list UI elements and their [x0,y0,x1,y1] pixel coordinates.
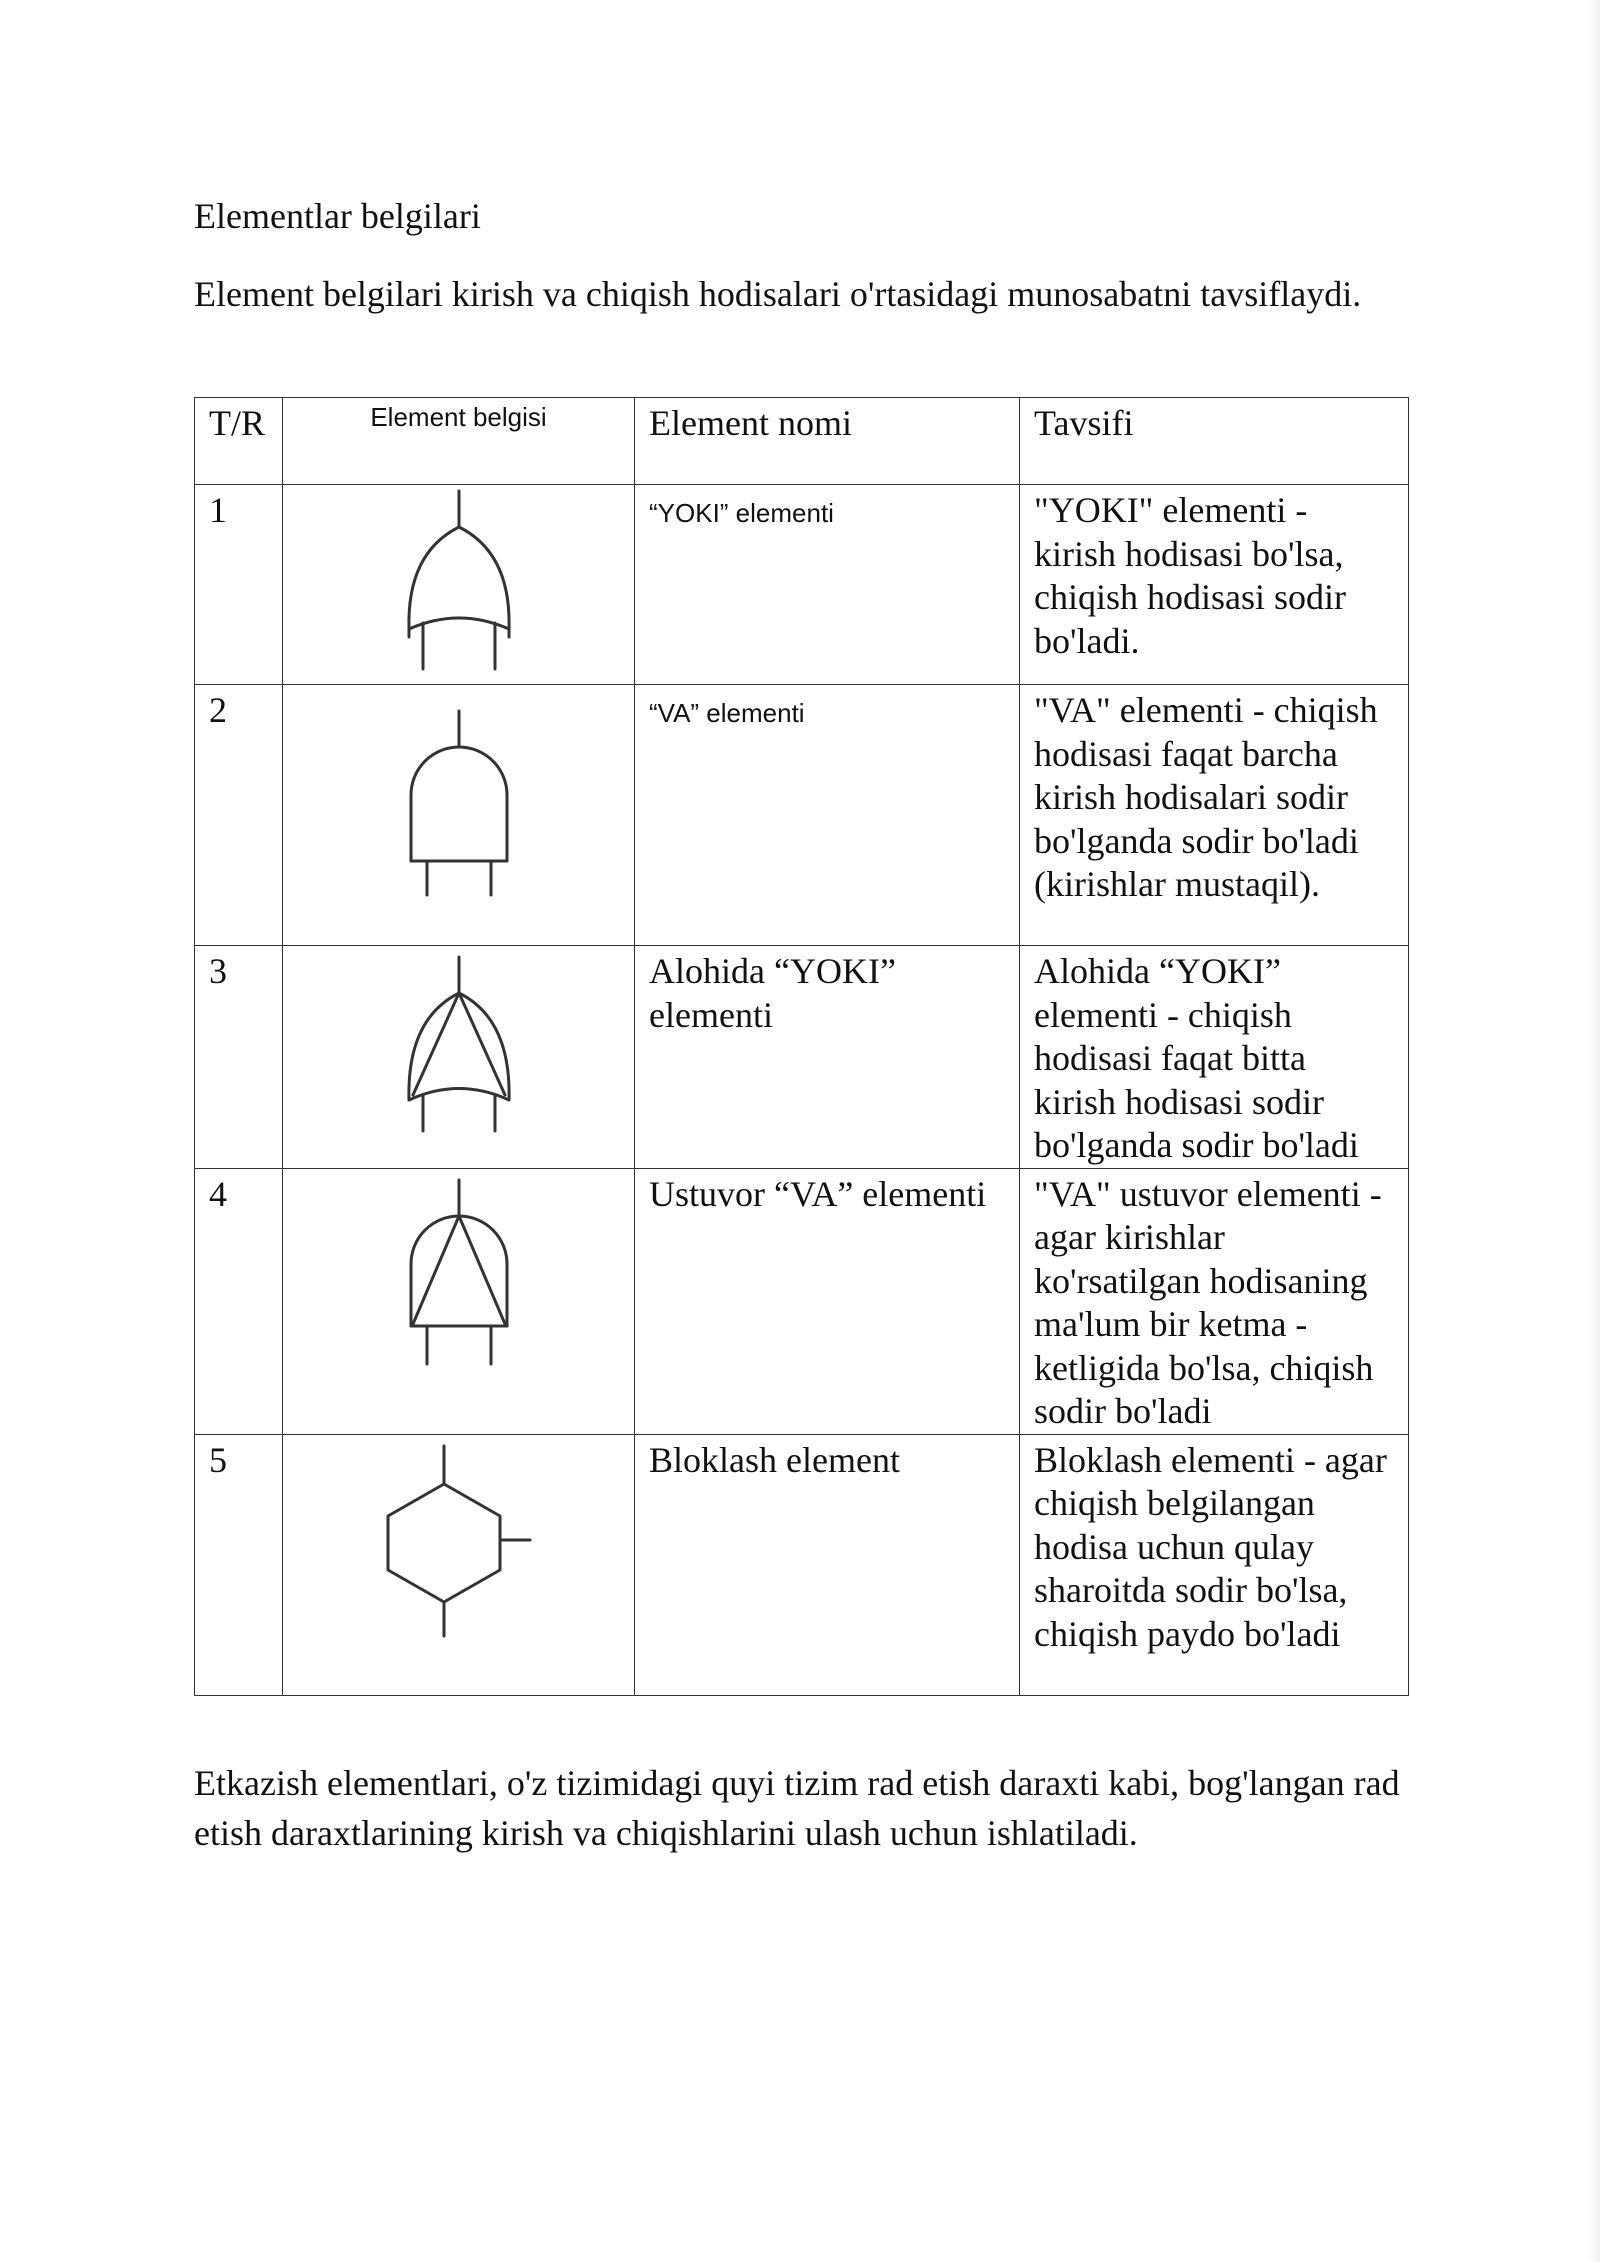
table-row [195,946,1409,1169]
row-symbol [283,485,635,685]
and-gate-icon [399,709,519,909]
row-symbol [283,1434,635,1695]
row-description: "YOKI" elementi - kirish hodisasi bo'lsa, chiqish hodisasi sodir bo'ladi. [1020,485,1409,685]
row-symbol [283,685,635,946]
priority-and-gate-icon [399,1178,519,1378]
row-name: “VA” elementi [649,698,805,728]
row-number: 3 [195,946,283,1169]
row-description: "VA" ustuvor elementi - agar kirishlar ko'rsatilgan hodisaning ma'lum bir ketma -ketligida bo'lsa, chiqish sodir bo'ladi [1020,1168,1409,1434]
header-number: T/R [195,398,283,485]
row-description: "VA" elementi - chiqish hodisasi faqat barcha kirish hodisalari sodir bo'lganda sodir bo'ladi (kirishlar mustaqil). [1020,685,1409,946]
intro-paragraph: Element belgilari kirish va chiqish hodisalari o'rtasidagi munosabatni tavsiflaydi. [194,274,1362,314]
row-description: Bloklash elementi - agar chiqish belgilangan hodisa uchun qulay sharoitda sodir bo'lsa, chiqish paydo bo'ladi [1020,1434,1409,1695]
table-header-row [195,398,1409,485]
row-number: 2 [195,685,283,946]
row-description: Alohida “YOKI” elementi - chiqish hodisasi faqat bitta kirish hodisasi sodir bo'lganda sodir bo'ladi [1020,946,1409,1169]
table-row [195,485,1409,685]
row-symbol [283,946,635,1169]
row-name: Bloklash element [635,1434,1020,1695]
row-symbol [283,1168,635,1434]
row-name: Alohida “YOKI” elementi [635,946,1020,1169]
exclusive-or-gate-icon [399,955,519,1155]
row-name: “YOKI” elementi [649,498,834,528]
row-number: 1 [195,485,283,685]
row-number: 5 [195,1434,283,1695]
or-gate-icon [399,489,519,684]
document-title: Elementlar belgilari [194,196,481,236]
header-description: Tavsifi [1020,398,1409,485]
table-row [195,1434,1409,1695]
outro-paragraph: Etkazish elementlari, o'z tizimidagi quyi tizim rad etish daraxti kabi, bog'langan rad etish daraxtlarining kirish va chiqishlarini ulash uchun ishlatiladi. [194,1763,1400,1853]
element-symbols-table [194,397,1409,1696]
header-name: Element nomi [635,398,1020,485]
inhibit-gate-icon [384,1444,534,1644]
page-edge-shadow [1586,0,1600,2262]
header-symbol: Element belgisi [283,398,635,485]
row-number: 4 [195,1168,283,1434]
table-row [195,1168,1409,1434]
table-row [195,685,1409,946]
row-name: Ustuvor “VA” elementi [635,1168,1020,1434]
